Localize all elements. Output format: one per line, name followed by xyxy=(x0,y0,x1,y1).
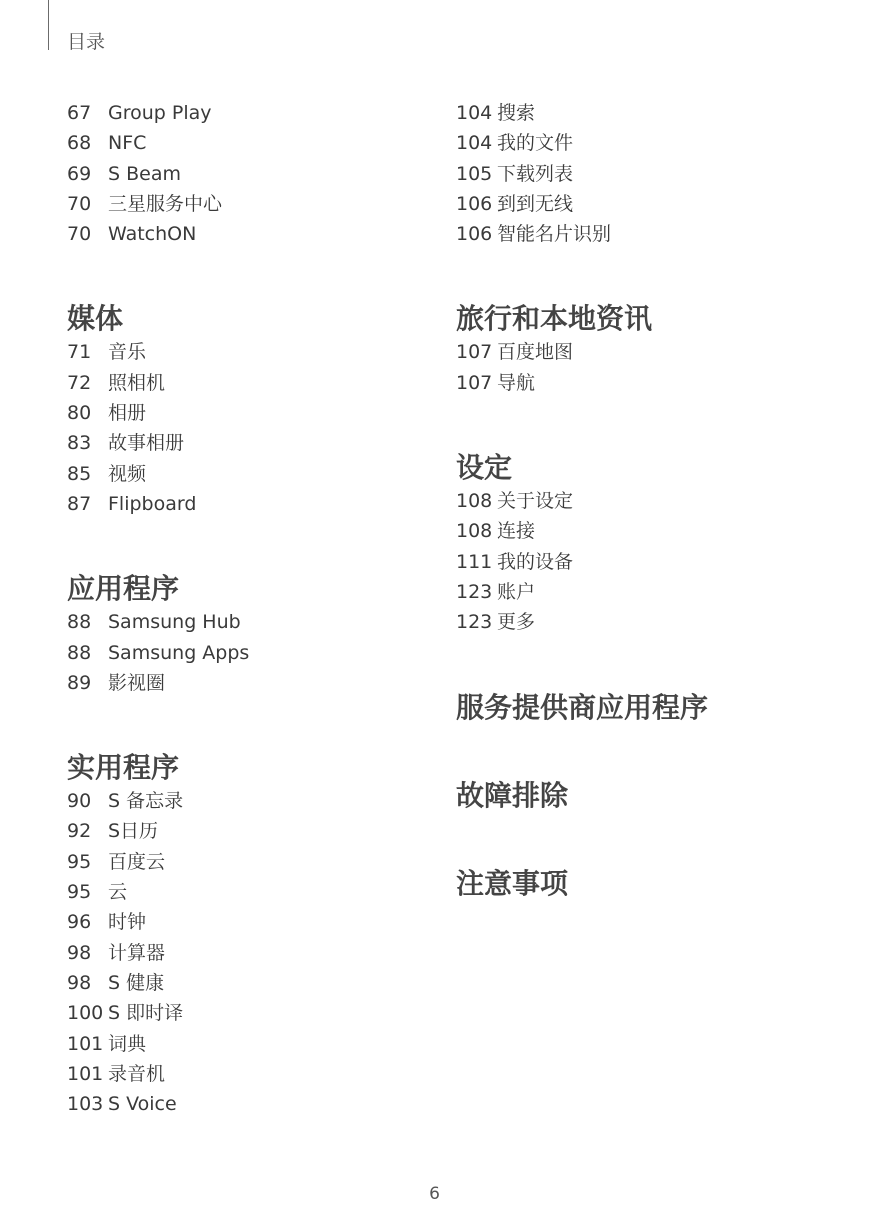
toc-entry[interactable] xyxy=(456,607,856,637)
toc-page-number: 101 xyxy=(67,1032,104,1055)
toc-entry-label: S Beam xyxy=(108,162,181,185)
toc-entry[interactable] xyxy=(67,847,427,877)
section-title-apps[interactable]: 应用程序 xyxy=(67,572,180,606)
toc-entry-label: S日历 xyxy=(108,820,159,843)
toc-entry-label: WatchON xyxy=(108,223,197,246)
toc-page-number: 123 xyxy=(456,580,493,603)
toc-page-number: 98 xyxy=(67,941,92,964)
toc-entry-label: NFC xyxy=(108,132,147,155)
toc-page-number: 96 xyxy=(67,911,92,934)
toc-entry-label: 到到无线 xyxy=(497,192,574,215)
toc-entry-label: 录音机 xyxy=(108,1062,166,1085)
toc-page-number: 106 xyxy=(456,192,493,215)
toc-page-number: 92 xyxy=(67,820,92,843)
toc-page-number: 68 xyxy=(67,132,92,155)
toc-entry-label: 计算器 xyxy=(108,941,166,964)
toc-page-number: 83 xyxy=(67,432,92,455)
toc-entry-label: 智能名片识别 xyxy=(497,223,612,246)
toc-entry-label: 我的文件 xyxy=(497,132,574,155)
toc-entry[interactable] xyxy=(67,907,427,937)
toc-entry-label: 百度云 xyxy=(108,850,166,873)
toc-entry[interactable] xyxy=(456,219,856,249)
toc-entry[interactable] xyxy=(456,98,856,128)
toc-page-number: 104 xyxy=(456,102,493,124)
toc-page-number: 89 xyxy=(67,671,92,694)
toc-list-left-top xyxy=(67,98,427,249)
toc-entry-label: 影视圈 xyxy=(108,671,166,694)
toc-entry-label: S 备忘录 xyxy=(108,790,184,813)
section-title-precautions[interactable]: 注意事项 xyxy=(456,866,569,900)
toc-page-number: 104 xyxy=(456,132,493,155)
toc-entry[interactable] xyxy=(67,159,427,189)
toc-entry[interactable] xyxy=(67,668,427,698)
page-number: 6 xyxy=(429,1184,440,1204)
toc-entry[interactable] xyxy=(67,638,427,668)
toc-entry-label: 账户 xyxy=(497,580,536,603)
toc-entry[interactable] xyxy=(67,1089,427,1119)
toc-entry[interactable] xyxy=(67,368,427,398)
page-header: 目录 xyxy=(67,31,106,53)
toc-page-number: 70 xyxy=(67,223,92,246)
section-title-media[interactable]: 媒体 xyxy=(67,302,124,336)
toc-right-column xyxy=(456,98,856,902)
toc-page-number: 80 xyxy=(67,402,92,425)
toc-entry[interactable] xyxy=(456,516,856,546)
toc-entry-label: 我的设备 xyxy=(497,550,574,573)
toc-page-number: 90 xyxy=(67,790,92,813)
toc-list-apps xyxy=(67,607,427,698)
toc-page-number: 100 xyxy=(67,1002,104,1025)
toc-page-number: 107 xyxy=(456,371,493,394)
toc-entry-label: 视频 xyxy=(108,462,147,485)
toc-entry-label: 故事相册 xyxy=(108,432,185,455)
toc-list-travel xyxy=(456,337,856,398)
toc-entry[interactable] xyxy=(456,368,856,398)
toc-entry[interactable] xyxy=(67,998,427,1028)
toc-entry[interactable] xyxy=(67,219,427,249)
toc-entry-label: Flipboard xyxy=(108,492,197,515)
toc-entry-label: 下载列表 xyxy=(497,162,574,185)
toc-page-number: 123 xyxy=(456,611,493,634)
toc-page-number: 111 xyxy=(456,550,493,573)
header-rule xyxy=(48,0,49,50)
toc-page-number: 108 xyxy=(456,520,493,543)
toc-entry[interactable] xyxy=(67,877,427,907)
toc-entry[interactable] xyxy=(67,337,427,367)
toc-entry-label: S 即时译 xyxy=(108,1002,184,1025)
toc-entry-label: Samsung Hub xyxy=(108,611,241,634)
toc-entry-label: 搜索 xyxy=(497,102,536,124)
toc-entry[interactable] xyxy=(456,189,856,219)
toc-entry-label: 时钟 xyxy=(108,911,147,934)
toc-page-number: 107 xyxy=(456,341,493,364)
toc-page-number: 85 xyxy=(67,462,92,485)
toc-entry-label: S Voice xyxy=(108,1093,177,1116)
toc-entry[interactable] xyxy=(67,428,427,458)
toc-entry[interactable] xyxy=(67,1029,427,1059)
section-title-provider-apps[interactable]: 服务提供商应用程序 xyxy=(456,690,709,724)
toc-entry-label: 更多 xyxy=(497,611,536,634)
toc-page-number: 71 xyxy=(67,341,92,364)
section-title-utilities[interactable]: 实用程序 xyxy=(67,751,180,785)
section-title-settings[interactable]: 设定 xyxy=(456,451,513,485)
toc-list-utilities xyxy=(67,786,427,1119)
toc-entry[interactable] xyxy=(67,607,427,637)
toc-entry-label: Samsung Apps xyxy=(108,641,250,664)
toc-entry[interactable] xyxy=(67,968,427,998)
toc-entry[interactable] xyxy=(456,337,856,367)
toc-page-number: 95 xyxy=(67,850,92,873)
toc-entry-label: 云 xyxy=(108,881,128,904)
toc-page-number: 70 xyxy=(67,192,92,215)
toc-page-number: 88 xyxy=(67,641,92,664)
toc-left-column xyxy=(67,98,427,1119)
toc-entry-label: 百度地图 xyxy=(497,341,574,364)
toc-page-number: 101 xyxy=(67,1062,104,1085)
toc-list-settings xyxy=(456,486,856,637)
toc-page-number: 98 xyxy=(67,971,92,994)
toc-entry-label: 连接 xyxy=(497,520,536,543)
toc-page-number: 103 xyxy=(67,1093,104,1116)
toc-entry[interactable] xyxy=(456,128,856,158)
toc-entry[interactable] xyxy=(67,489,427,519)
toc-page-number: 105 xyxy=(456,162,493,185)
section-title-troubleshooting[interactable]: 故障排除 xyxy=(456,778,569,812)
toc-entry[interactable] xyxy=(67,128,427,158)
toc-list-right-top xyxy=(456,98,856,249)
toc-entry-label: 导航 xyxy=(497,371,536,394)
toc-page-number: 108 xyxy=(456,490,493,513)
toc-entry[interactable] xyxy=(67,1059,427,1089)
toc-page-number: 69 xyxy=(67,162,92,185)
section-title-travel[interactable]: 旅行和本地资讯 xyxy=(456,302,653,336)
toc-entry[interactable] xyxy=(67,786,427,816)
toc-entry-label: 照相机 xyxy=(108,371,166,394)
toc-page-number: 67 xyxy=(67,102,92,124)
toc-entry-label: 音乐 xyxy=(108,341,147,364)
toc-entry[interactable] xyxy=(456,159,856,189)
toc-entry[interactable] xyxy=(456,486,856,516)
toc-entry-label: 三星服务中心 xyxy=(108,192,223,215)
toc-entry[interactable] xyxy=(67,938,427,968)
toc-page-number: 106 xyxy=(456,223,493,246)
toc-list-media xyxy=(67,337,427,519)
toc-page-number: 72 xyxy=(67,371,92,394)
toc-entry[interactable] xyxy=(67,398,427,428)
toc-entry[interactable] xyxy=(67,816,427,846)
toc-entry-label: S 健康 xyxy=(108,971,165,994)
toc-entry-label: Group Play xyxy=(108,102,212,124)
toc-entry[interactable] xyxy=(67,459,427,489)
toc-entry[interactable] xyxy=(456,547,856,577)
toc-entry[interactable] xyxy=(67,98,427,128)
toc-entry[interactable] xyxy=(67,189,427,219)
toc-page-number: 88 xyxy=(67,611,92,634)
toc-page-number: 87 xyxy=(67,492,92,515)
toc-entry-label: 关于设定 xyxy=(497,490,574,513)
toc-entry-label: 词典 xyxy=(108,1032,147,1055)
toc-page-number: 95 xyxy=(67,881,92,904)
toc-entry[interactable] xyxy=(456,577,856,607)
toc-entry-label: 相册 xyxy=(108,402,147,425)
